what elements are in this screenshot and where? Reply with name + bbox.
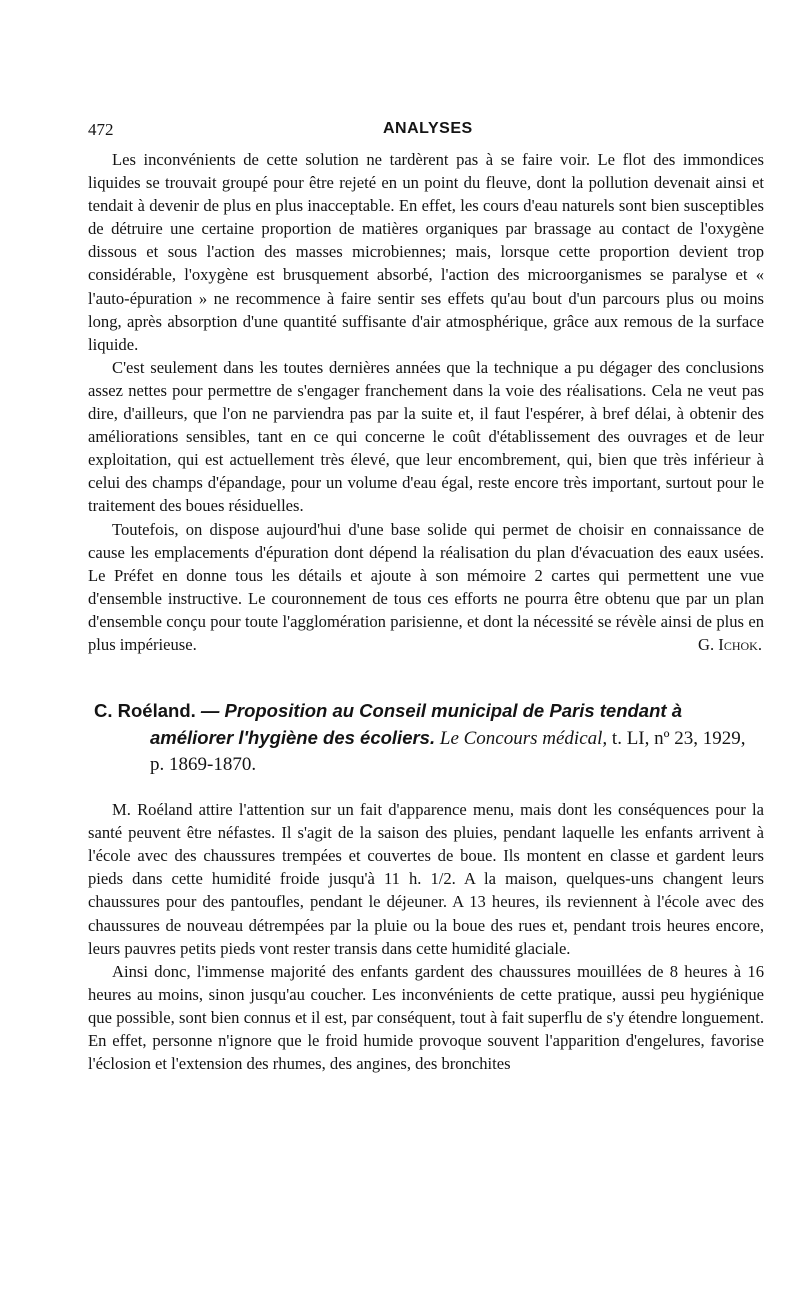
document-page (88, 118, 764, 1075)
paragraph: Ainsi donc, l'immense majorité des enfants gardent des chaussures mouillées de 8 heures à 16 heures au moins, sinon jusqu'au coucher. Les inconvénients de cette pratique, aussi peu hygiénique que possible, sont bien connus et il est, par conséquent, tout à fait superflu de s'y étendre longuement. En effet, personne n'ignore que le froid humide provoque souvent l'apparition d'engelures, favorise l'éclosion et l'extension des rhumes, des angines, des bronchites (88, 961, 764, 1074)
paragraph: Les inconvénients de cette solution ne tardèrent pas à se faire voir. Le flot des immondices liquides se trouvait groupé pour être rejeté en un point du fleuve, dont la pollution devenait ainsi et tendait à devenir de plus en plus inacceptable. En effet, les cours d'eau naturels sont bien susceptibles de détruire une certaine proportion de matières organiques par brassage au contact de l'oxygène dissous et sous l'action des masses microbiennes; mais, lorsque cette proportion devient trop considérable, l'oxygène est brusquement absorbé, l'action des microorganismes se paralyse et « l'auto-épuration » ne recommence à faire sentir ses effets qu'au bout d'un parcours plus ou moins long, après absorption d'une quantité suffisante d'air atmosphérique, grâce aux remous de la surface liquide. (88, 150, 764, 354)
citation-dash: — (195, 700, 225, 722)
citation-journal: Le Concours médical, (439, 728, 608, 750)
bibliographic-citation (94, 698, 764, 778)
citation-author: C. Roéland. (94, 700, 196, 722)
section-spacer (88, 656, 764, 698)
page-header (88, 118, 764, 148)
citation-details: t. LI, nº 23, 1929, p. 1869-1870. (150, 728, 746, 776)
review-entry (88, 698, 764, 1075)
page-number: 472 (88, 120, 114, 139)
citation-title: Proposition au Conseil municipal de Paris tendant à améliorer l'hygiène des écoliers. (150, 700, 682, 749)
paragraph: C'est seulement dans les toutes dernières années que la technique a pu dégager des conclusions assez nettes pour permettre de s'engager franchement dans la voie des réalisations. Cela ne veut pas dire, d'ailleurs, que l'on ne parviendra pas par la suite et, il faut l'espérer, à bref délai, à obtenir des améliorations sensibles, tant en ce qui concerne le coût d'établissement des ouvrages et de leur exploitation, qui est actuellement très élevé, que leur encombrement, qui, bien que très inférieur à celui des champs d'épandage, pour un volume d'eau égal, reste encore très important, surtout pour le traitement des boues résiduelles. (88, 357, 764, 516)
spacer (88, 778, 764, 798)
paragraph-with-signature (88, 518, 764, 657)
paragraph: M. Roéland attire l'attention sur un fait d'apparence menu, mais dont les conséquences pour la santé peuvent être néfastes. Il s'agit de la saison des pluies, pendant laquelle les enfants arrivent à l'école avec des chaussures trempées et couvertes de boue. Ils montent en classe et gardent leurs pieds dans cette humidité froide jusqu'à 11 h. 1/2. A la maison, quelques-uns changent leurs chaussures pour des pantoufles, pendant le déjeuner. A 13 heures, ils reviennent à l'école avec des chaussures de nouveau détrempées par la pluie ou la boue des rues et, pendant trois heures encore, leurs pauvres petits pieds vont rester transis dans cette humidité glaciale. (88, 800, 764, 958)
signature: G. Ichok. (698, 634, 762, 654)
paragraph-text: Toutefois, on dispose aujourd'hui d'une base solide qui permet de choisir en connaissance de cause les emplacements d'épuration dont dépend la réalisation du plan d'évacuation des eaux usées. Le Préfet en donne tous les détails et ajoute à son mémoire 2 cartes qui permettent une vue d'ensemble instructive. Le couronnement de tous ces efforts ne pourra être obtenu que par un plan d'ensemble conçu pour toute l'agglomération parisienne, et dont la nécessité se révèle ainsi de plus en plus impérieuse. (88, 519, 764, 654)
running-head: ANALYSES (383, 120, 473, 137)
article-continuation (88, 148, 764, 656)
